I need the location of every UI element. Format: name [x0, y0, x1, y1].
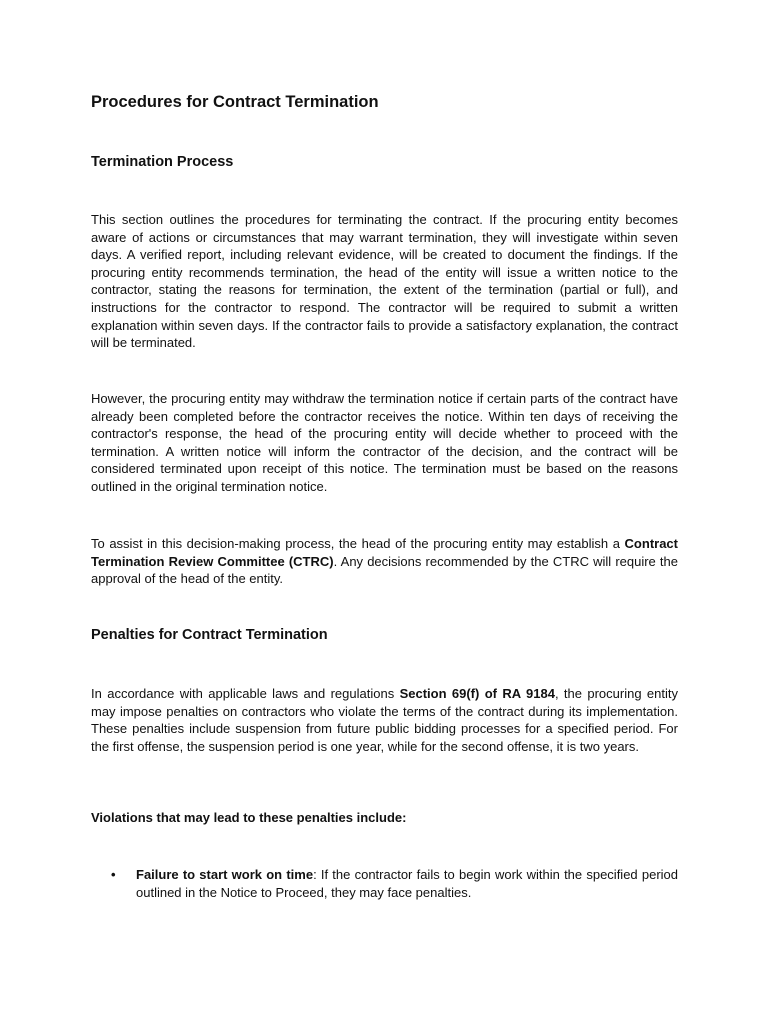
penalties-text-after: , the procuring entity may impose penalties on contractors who violate the terms of the contract during its implementation. These penalties include suspension from future public bidding processes for a specified period. For the first offense, the suspension period is one year, while for the second offense, it is two years. [91, 686, 678, 754]
ctrc-text-before: To assist in this decision-making process, the head of the procuring entity may establish a [91, 536, 625, 551]
penalties-text-before: In accordance with applicable laws and regulations [91, 686, 400, 701]
paragraph-withdrawal-notice: However, the procuring entity may withdraw the termination notice if certain parts of the contract have already been completed before the contractor receives the notice. Within ten days of receiving the contractor's response, the head of the procuring entity will decide whether to proceed with the termination. A written notice will inform the contractor of the decision, and the contract will be considered terminated upon receipt of this notice. The termination must be based on the reasons outlined in the original termination notice. [91, 391, 678, 494]
ctrc-bold-term: Contract Termination Review Committee (CTRC) [91, 536, 678, 569]
ctrc-text-after: . Any decisions recommended by the CTRC will require the approval of the head of the entity. [91, 553, 678, 587]
paragraph-ctrc [91, 535, 678, 588]
section-heading-termination-process: Termination Process [91, 154, 234, 170]
violations-heading: Violations that may lead to these penalties include: [91, 810, 407, 825]
list-item [91, 866, 678, 901]
paragraph-termination-overview: This section outlines the procedures for terminating the contract. If the procuring entity becomes aware of actions or circumstances that may warrant termination, they will investigate within seven days. A verified report, including relevant evidence, will be created to document the findings. If the procuring entity recommends termination, the head of the entity will issue a written notice to the contractor, stating the reasons for termination, the extent of the termination (partial or full), and instructions for the contractor to respond. The contractor will be required to submit a written explanation within seven days. If the contractor fails to provide a satisfactory explanation, the contract will be terminated. [91, 212, 678, 351]
section-heading-penalties: Penalties for Contract Termination [91, 627, 328, 643]
bullet-bold-lead: Failure to start work on time [136, 867, 314, 882]
penalties-bold-law: Section 69(f) of RA 9184 [399, 686, 555, 701]
page-title: Procedures for Contract Termination [91, 93, 379, 111]
bullet-text: : If the contractor fails to begin work within the specified period outlined in the Notice to Proceed, they may face penalties. [136, 867, 678, 900]
violations-list [91, 866, 678, 901]
bullet-icon: • [111, 867, 116, 882]
paragraph-penalties [91, 685, 678, 755]
